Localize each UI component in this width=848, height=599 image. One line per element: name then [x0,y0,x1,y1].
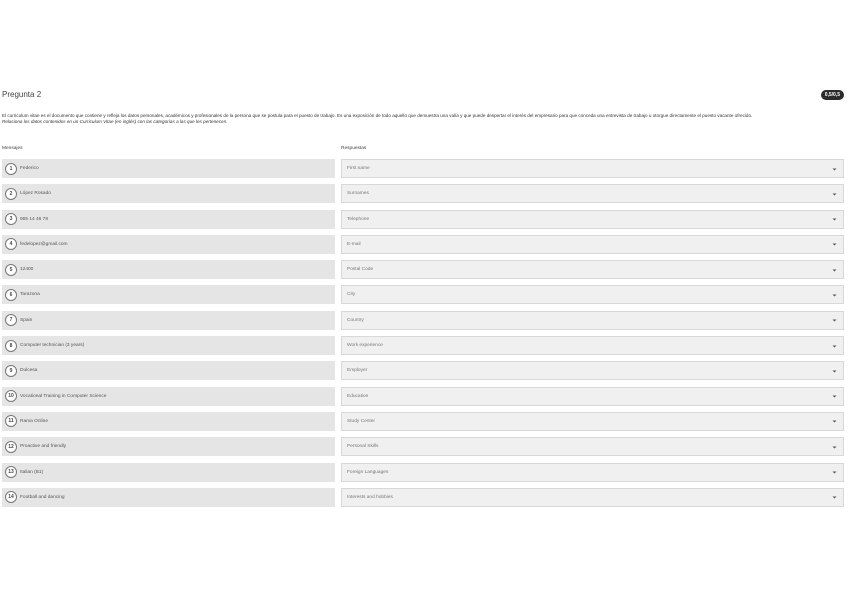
item-number: 5 [5,264,17,276]
message-text: Tarazona [20,292,40,298]
message-item [2,412,335,431]
item-number: 1 [5,163,17,175]
question-statement [2,113,842,125]
answer-selected-value: Employer [347,368,368,374]
chevron-down-icon [832,268,837,273]
match-row [0,235,848,260]
chevron-down-icon [832,419,837,424]
match-row [0,159,848,184]
statement-text: El curriculum vitae es el documento que contiene y refleja los datos personales, académicos y profesionales de la persona que se postula para el puesto de trabajo. Es una exposición de todo aquello que demuestra una valía y que puede despertar el interés del empresario para que conceda una entrevista de trabajo u otorgue directamente el puesto vacante ofrecido. [2,113,753,118]
match-row [0,361,848,386]
answer-select[interactable] [341,235,844,254]
item-number: 14 [5,491,17,503]
match-row [0,260,848,285]
answer-select[interactable] [341,260,844,279]
answer-select[interactable] [341,210,844,229]
item-number: 12 [5,441,17,453]
message-text: Italian (B1) [20,469,44,475]
answer-select[interactable] [341,184,844,203]
message-text: Dulcesa [20,368,38,374]
match-row [0,412,848,437]
match-row [0,336,848,361]
message-text: Computer technician (3 years) [20,343,85,349]
chevron-down-icon [832,394,837,399]
message-item [2,361,335,380]
score-badge: 0,5/0,5 [821,90,844,100]
answer-select[interactable] [341,387,844,406]
answer-select[interactable] [341,437,844,456]
messages-column-label: Mensajes [2,146,23,151]
match-row [0,437,848,462]
item-number: 2 [5,188,17,200]
match-row [0,210,848,235]
message-text: Proactive and friendly [20,444,67,450]
question-title: Pregunta 2 [2,90,42,99]
answer-selected-value: Personal Skills [347,444,379,450]
chevron-down-icon [832,192,837,197]
chevron-down-icon [832,495,837,500]
answer-select[interactable] [341,463,844,482]
chevron-down-icon [832,318,837,323]
message-text: Vocational Training in Computer Science [20,393,107,399]
chevron-down-icon [832,217,837,222]
item-number: 13 [5,466,17,478]
answer-selected-value: Work experience [347,343,383,349]
item-number: 11 [5,415,17,427]
answer-selected-value: Surnames [347,191,369,197]
item-number: 10 [5,390,17,402]
chevron-down-icon [832,445,837,450]
message-item [2,311,335,330]
chevron-down-icon [832,242,837,247]
answer-selected-value: City [347,292,356,298]
chevron-down-icon [832,470,837,475]
message-text: Football and dancing [20,494,65,500]
message-item [2,437,335,456]
chevron-down-icon [832,167,837,172]
answer-selected-value: First name [347,166,370,171]
answer-selected-value: Study Center [347,418,375,424]
item-number: 6 [5,289,17,301]
message-item [2,285,335,304]
message-text: fedelopez@gmail.com [20,241,68,247]
message-text: 12400 [20,267,34,273]
message-item [2,210,335,229]
message-text: López Rosado [20,191,51,197]
item-number: 8 [5,340,17,352]
message-text: Spain [20,317,33,323]
match-row [0,184,848,209]
answer-select[interactable] [341,311,844,330]
message-item [2,336,335,355]
answer-selected-value: Country [347,317,364,323]
matching-rows [0,159,848,513]
message-text: Federico [20,166,39,171]
message-text: Rama Online [20,418,48,424]
message-item [2,488,335,507]
match-row [0,463,848,488]
answer-select[interactable] [341,412,844,431]
answer-select[interactable] [341,488,844,507]
answer-select[interactable] [341,285,844,304]
item-number: 7 [5,314,17,326]
message-item [2,184,335,203]
item-number: 4 [5,238,17,250]
answer-selected-value: Foreign Languages [347,469,389,475]
answer-select[interactable] [341,159,844,178]
answer-selected-value: Interests and hobbies [347,494,393,500]
match-row [0,387,848,412]
message-item [2,463,335,482]
answer-selected-value: Telephone [347,216,370,222]
answer-selected-value: E-mail [347,241,361,247]
message-item [2,387,335,406]
message-item [2,235,335,254]
instruction-text: Relaciona los datos contenidos en un Curriculum Vitae (en inglés) con las categorías a las que les pertenecen. [2,119,228,124]
item-number: 3 [5,213,17,225]
message-item [2,260,335,279]
answer-selected-value: Postal Code [347,267,374,273]
chevron-down-icon [832,344,837,349]
match-row [0,285,848,310]
match-row [0,488,848,513]
item-number: 9 [5,365,17,377]
answer-selected-value: Education [347,393,369,399]
chevron-down-icon [832,293,837,298]
message-item [2,159,335,178]
chevron-down-icon [832,369,837,374]
answers-column-label: Respuestas [341,146,367,151]
question-header [2,90,846,104]
answer-select[interactable] [341,336,844,355]
match-row [0,311,848,336]
message-text: 965 14 46 78 [20,216,49,222]
answer-select[interactable] [341,361,844,380]
